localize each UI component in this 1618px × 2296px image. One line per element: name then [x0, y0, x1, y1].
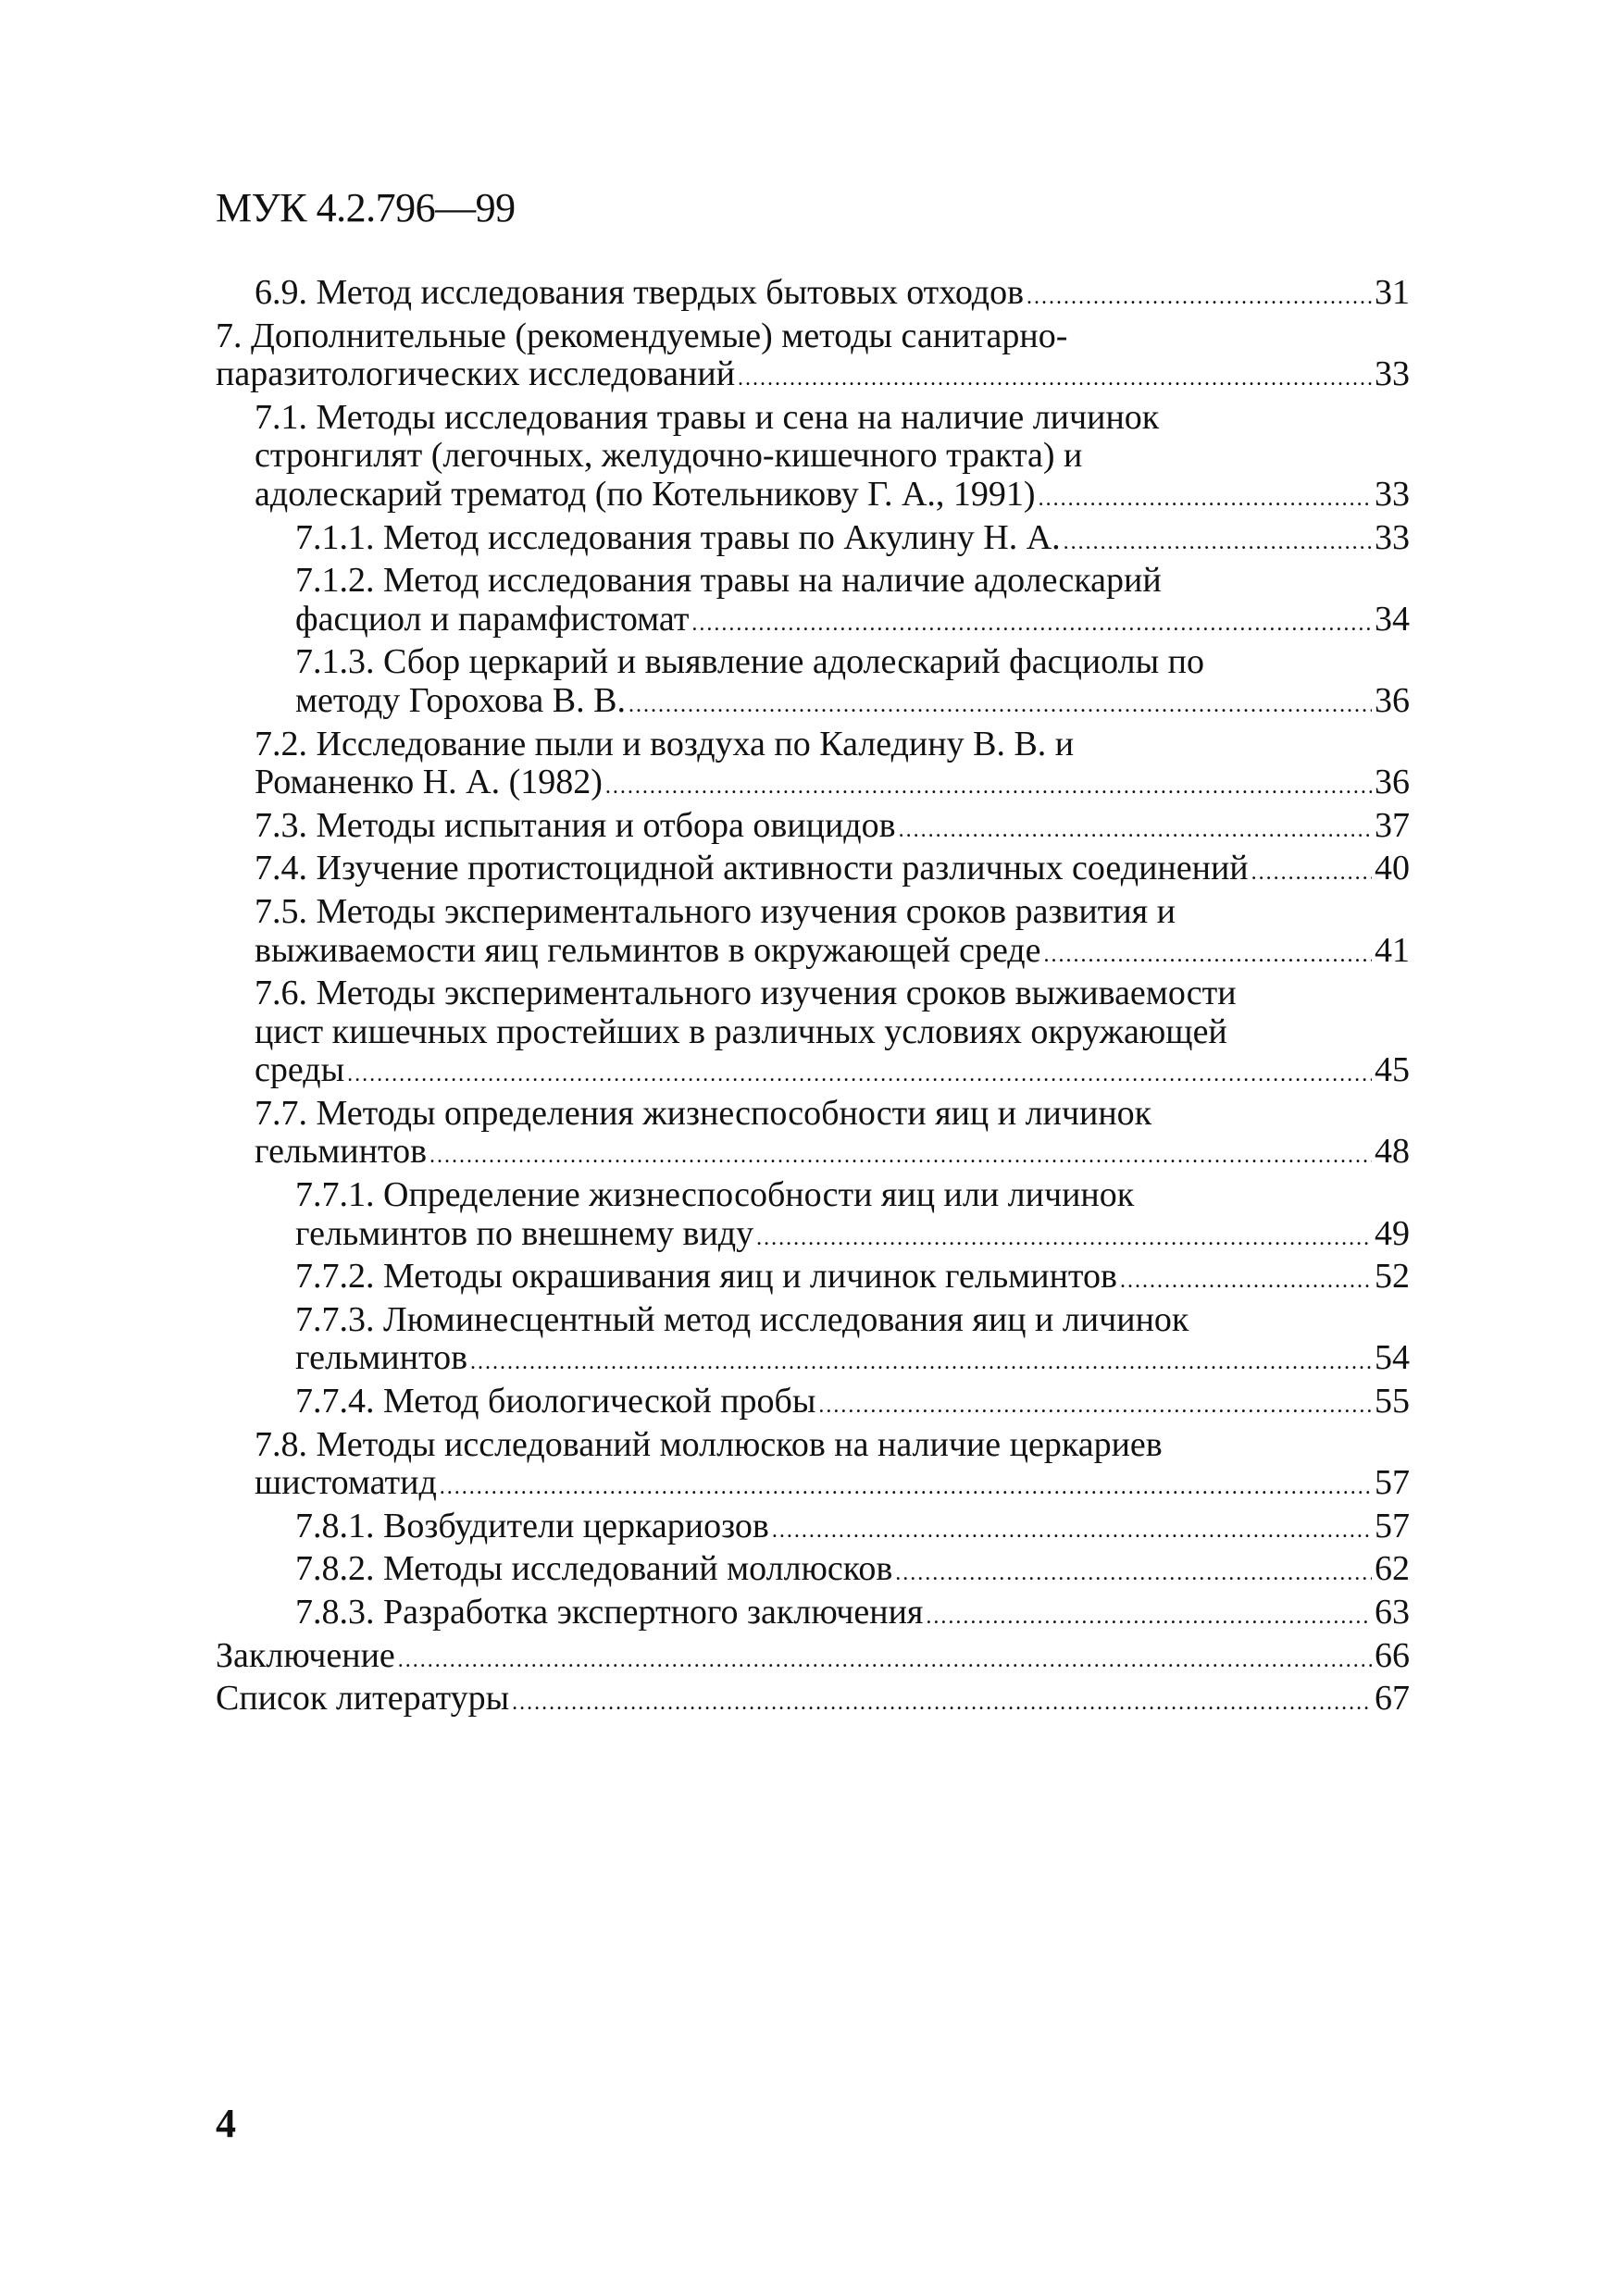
toc-entry [216, 1258, 1410, 1301]
toc-page-number: 33 [1375, 354, 1410, 394]
toc-page-number: 36 [1375, 680, 1410, 720]
toc-entry-text-line: 7.4. Изучение протистоцидной активности различных соединений [255, 849, 1249, 888]
toc-entry-last-line [295, 1508, 1410, 1551]
dot-leader [772, 1512, 1372, 1551]
dot-leader [818, 1387, 1372, 1426]
toc-page-number: 67 [1375, 1679, 1410, 1719]
toc-page-number: 54 [1375, 1338, 1410, 1378]
toc-entry [216, 399, 1410, 519]
toc-entry-text-line: 7.7.1. Определение жизнеспособности яиц или личинок [295, 1175, 1135, 1215]
toc-entry-last-line [295, 1339, 1410, 1383]
dot-leader [895, 1555, 1372, 1594]
dot-leader [1027, 279, 1372, 317]
toc-entry-last-line [255, 1464, 1410, 1508]
toc-page-number: 37 [1375, 805, 1410, 845]
toc-page-number: 57 [1375, 1463, 1410, 1503]
toc-entry-text-line: 7.2. Исследование пыли и воздуха по Каледину В. В. и [255, 724, 1075, 763]
dot-leader [738, 360, 1372, 399]
toc-entry-text-line: гельминтов [295, 1338, 468, 1378]
toc-entry-text-line: цист кишечных простейших в различных условиях окружающей [255, 1011, 1227, 1051]
toc-entry [216, 643, 1410, 725]
toc-page-number: 66 [1375, 1635, 1410, 1675]
dot-leader [398, 1642, 1372, 1681]
toc-entry-text-line: 7.7. Методы определения жизнеспособности яиц и личинок [255, 1093, 1152, 1133]
toc-entry [216, 1508, 1410, 1551]
toc-entry-text-line: 7.1.1. Метод исследования травы по Акулину Н. А. [295, 517, 1061, 557]
table-of-contents [216, 274, 1410, 1723]
toc-entry-text-line: выживаемости яиц гельминтов в окружающей среде [255, 930, 1041, 970]
toc-page-number: 33 [1375, 474, 1410, 514]
toc-entry-last-line [255, 274, 1410, 317]
toc-entry-text-line: 7. Дополнительные (рекомендуемые) методы санитарно- [216, 316, 1068, 355]
toc-page-number: 49 [1375, 1213, 1410, 1253]
toc-entry-last-line [255, 763, 1410, 807]
toc-page-number: 45 [1375, 1050, 1410, 1090]
toc-entry-last-line [295, 1594, 1410, 1637]
toc-entry-text-line: 6.9. Метод исследования твердых бытовых отходов [255, 273, 1025, 312]
toc-page-number: 40 [1375, 849, 1410, 888]
toc-entry-last-line [255, 1133, 1410, 1176]
toc-entry [216, 1680, 1410, 1723]
toc-entry-text-line: стронгилят (легочных, желудочно-кишечного тракта) и [255, 436, 1083, 476]
dot-leader [926, 1598, 1372, 1637]
toc-entry-text-line: 7.8. Методы исследований моллюсков на наличие церкариев [255, 1424, 1163, 1464]
toc-entry [216, 274, 1410, 317]
toc-entry-text-line: 7.7.2. Методы окрашивания яиц и личинок гельминтов [295, 1257, 1117, 1297]
toc-page-number: 62 [1375, 1549, 1410, 1589]
toc-entry [216, 1594, 1410, 1637]
toc-page-number: 41 [1375, 930, 1410, 970]
toc-entry-last-line [255, 476, 1410, 519]
toc-entry-last-line [216, 355, 1410, 399]
toc-entry-last-line [295, 1383, 1410, 1426]
toc-entry [216, 562, 1410, 643]
toc-entry-text-line: Заключение [216, 1635, 395, 1675]
toc-page-number: 31 [1375, 273, 1410, 312]
dot-leader [691, 605, 1372, 644]
dot-leader [1044, 937, 1372, 975]
toc-entry-last-line [295, 1258, 1410, 1301]
page-number: 4 [216, 2101, 236, 2146]
dot-leader [1251, 854, 1372, 893]
toc-entry [216, 1550, 1410, 1594]
toc-entry-last-line [216, 1680, 1410, 1723]
toc-entry-last-line [255, 1051, 1410, 1095]
toc-entry-text-line: 7.5. Методы экспериментального изучения сроков развития и [255, 891, 1176, 931]
toc-entry-text-line: паразитологических исследований [216, 354, 736, 394]
toc-page-number: 48 [1375, 1132, 1410, 1172]
toc-entry [216, 974, 1410, 1095]
toc-page-number: 55 [1375, 1382, 1410, 1421]
dot-leader [1120, 1262, 1372, 1301]
dot-leader [429, 1137, 1372, 1176]
toc-entry [216, 807, 1410, 850]
toc-entry-text-line: шистоматид [255, 1463, 437, 1503]
toc-entry-last-line [255, 932, 1410, 975]
document-code-header: МУК 4.2.796—99 [216, 185, 516, 230]
toc-entry-text-line: 7.1.3. Сбор церкарий и выявление адолескарий фасциолы по [295, 642, 1204, 682]
toc-page-number: 57 [1375, 1506, 1410, 1545]
toc-entry-text-line: 7.1. Методы исследования травы и сена на наличие личинок [255, 397, 1160, 437]
toc-entry [216, 850, 1410, 893]
toc-entry-text-line: Список литературы [216, 1679, 510, 1719]
dot-leader [629, 687, 1372, 726]
toc-entry-text-line: 7.8.2. Методы исследований моллюсков [295, 1549, 893, 1589]
toc-entry-text-line: методу Горохова В. В. [295, 680, 626, 720]
toc-entry-text-line: адолескарий трематод (по Котельникову Г. А., 1991) [255, 474, 1036, 514]
dot-leader [1064, 524, 1372, 563]
toc-entry [216, 519, 1410, 563]
toc-entry-text-line: гельминтов по внешнему виду [295, 1213, 754, 1253]
toc-entry-last-line [295, 1550, 1410, 1594]
toc-entry [216, 726, 1410, 807]
toc-entry-text-line: среды [255, 1050, 345, 1090]
toc-entry-text-line: 7.1.2. Метод исследования травы на наличие адолескарий [295, 561, 1162, 601]
toc-entry [216, 1176, 1410, 1258]
toc-entry-text-line: фасциол и парамфистомат [295, 599, 690, 639]
toc-entry-last-line [255, 850, 1410, 893]
toc-entry [216, 1301, 1410, 1383]
toc-entry-last-line [216, 1637, 1410, 1681]
toc-entry [216, 1426, 1410, 1508]
toc-entry-last-line [295, 519, 1410, 563]
toc-entry-text-line: 7.6. Методы экспериментального изучения сроков выживаемости [255, 974, 1237, 1013]
dot-leader [440, 1469, 1372, 1508]
dot-leader [512, 1684, 1372, 1723]
toc-entry-last-line [255, 807, 1410, 850]
toc-page-number: 63 [1375, 1593, 1410, 1632]
dot-leader [899, 812, 1372, 850]
toc-page-number: 36 [1375, 763, 1410, 802]
toc-entry-text-line: 7.8.1. Возбудители церкариозов [295, 1506, 769, 1545]
toc-entry-last-line [295, 682, 1410, 726]
dot-leader [605, 768, 1372, 807]
toc-entry-text-line: 7.7.3. Люминесцентный метод исследования яиц и личинок [295, 1299, 1189, 1339]
toc-page-number: 34 [1375, 599, 1410, 639]
toc-entry-text-line: 7.7.4. Метод биологической пробы [295, 1382, 816, 1421]
toc-entry [216, 1095, 1410, 1176]
toc-entry-text-line: 7.8.3. Разработка экспертного заключения [295, 1593, 924, 1632]
toc-entry-last-line [295, 1215, 1410, 1259]
dot-leader [470, 1344, 1372, 1383]
dot-leader [1039, 480, 1372, 519]
toc-entry [216, 1637, 1410, 1681]
toc-entry [216, 1383, 1410, 1426]
dot-leader [347, 1056, 1372, 1095]
toc-entry [216, 317, 1410, 399]
toc-entry-text-line: 7.3. Методы испытания и отбора овицидов [255, 805, 896, 845]
dot-leader [756, 1220, 1372, 1259]
toc-entry-text-line: Романенко Н. А. (1982) [255, 763, 603, 802]
toc-entry [216, 893, 1410, 974]
toc-entry-text-line: гельминтов [255, 1132, 428, 1172]
toc-page-number: 33 [1375, 517, 1410, 557]
toc-entry-last-line [295, 601, 1410, 644]
toc-page-number: 52 [1375, 1257, 1410, 1297]
